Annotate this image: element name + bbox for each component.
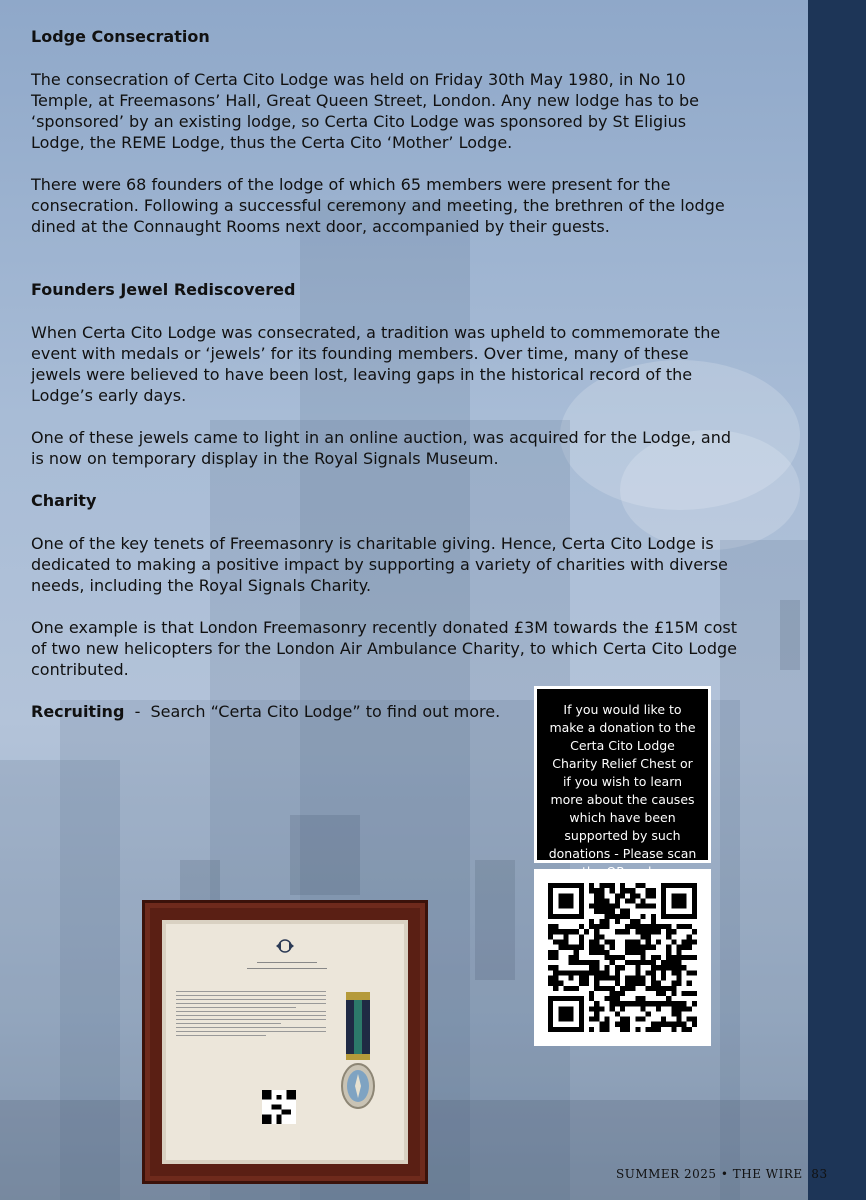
heading-charity: Charity [31,491,97,510]
heading-founders-jewel: Founders Jewel Rediscovered [31,280,296,299]
paragraph: There were 68 founders of the lodge of which 65 members were present for the consecration. Following a successful ceremony and meeting, the brethren of the lodge dined at the Connaught Rooms next door, accompanied by their guests. [31,175,725,236]
page-footer: SUMMER 2025 • THE WIRE 83 [616,1167,828,1181]
qr-code-icon [548,883,697,1032]
paragraph: When Certa Cito Lodge was consecrated, a tradition was upheld to commemorate the event with medals or ‘jewels’ for its founding members. Over time, many of these jewels were believed to have been lost, leaving gaps in the historical record of the Lodge’s early days. [31,323,721,405]
heading-lodge-consecration: Lodge Consecration [31,27,210,46]
founders-jewel-frame-photo [142,900,428,1184]
lodge-crest-icon [272,936,298,956]
mini-qr-icon [262,1090,296,1124]
medal-ribbon-icon [344,992,372,1062]
donation-info-box: If you would like to make a donation to the Certa Cito Lodge Charity Relief Chest or if you wish to learn more about the causes which have been supported by such donations - Please scan [534,686,711,863]
recruiting-text: - Search “Certa Cito Lodge” to find out more. [124,702,501,721]
jewel-mount [162,920,408,1164]
founders-jewel-icon [340,1062,376,1110]
article-body [31,26,737,743]
paragraph: One example is that London Freemasonry recently donated £3M towards the £15M cost of two new helicopters for the London Air Ambulance Charity, to which Certa Cito Lodge contributed. [31,618,737,679]
paragraph: One of the key tenets of Freemasonry is charitable giving. Hence, Certa Cito Lodge is dedicated to making a positive impact by supporting a variety of charities with diverse needs, including the Royal Signals Charity. [31,534,728,595]
right-sidebar-band [808,0,866,1200]
mount-text-decor [176,988,326,1039]
donation-qr-code[interactable] [534,869,711,1046]
mount-caption-decor [202,960,372,974]
recruiting-label: Recruiting [31,702,125,721]
paragraph: One of these jewels came to light in an online auction, was acquired for the Lodge, and is now on temporary display in the Royal Signals Museum. [31,428,731,468]
paragraph: The consecration of Certa Cito Lodge was held on Friday 30th May 1980, in No 10 Temple, at Freemasons’ Hall, Great Queen Street, London. Any new lodge has to be ‘sponsored’ by an existing lodge, so Certa Cito Lodge was sponsored by St Eligius Lodge, the REME Lodge, thus the Certa Cito ‘Mother’ Lodge. [31,70,699,152]
